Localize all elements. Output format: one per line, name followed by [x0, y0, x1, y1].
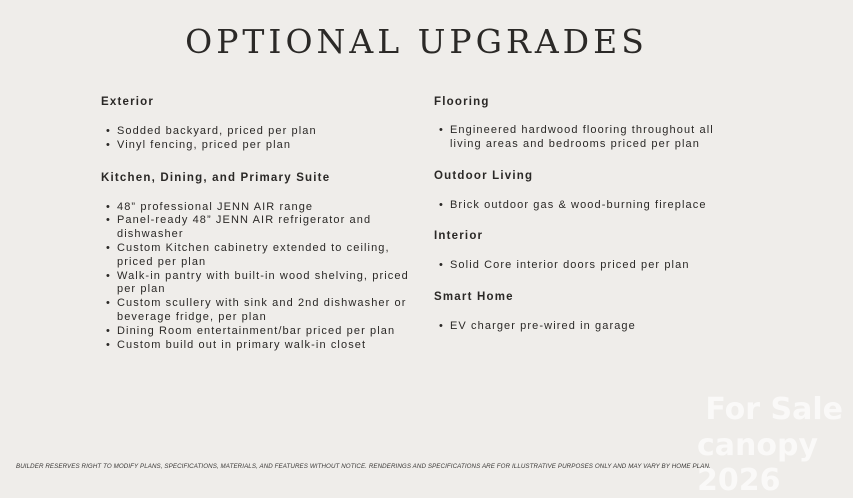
section-kitchen [101, 171, 421, 353]
bullet-list [101, 125, 421, 153]
section-heading: Kitchen, Dining, and Primary Suite [101, 171, 331, 184]
bullet-list [434, 124, 749, 152]
list-item: • Brick outdoor gas & wood-burning fireplace [434, 199, 764, 213]
list-item: • 48” professional JENN AIR range [101, 201, 413, 215]
watermark-line: For Sale [705, 392, 843, 427]
bullet-list [101, 201, 413, 353]
list-item: • Walk-in pantry with built-in wood shelving, priced per plan [101, 270, 413, 298]
section-exterior [101, 95, 421, 153]
list-item: • Custom build out in primary walk-in closet [101, 339, 413, 353]
bullet-list [434, 259, 764, 273]
right-column [434, 95, 764, 334]
list-item: • Custom scullery with sink and 2nd dishwasher or beverage fridge, per plan [101, 297, 413, 325]
watermark [697, 392, 847, 498]
section-flooring [434, 95, 764, 152]
list-item: • Solid Core interior doors priced per plan [434, 259, 764, 273]
list-item: • Vinyl fencing, priced per plan [101, 139, 421, 153]
section-heading: Smart Home [434, 291, 514, 304]
list-item: • Engineered hardwood flooring throughout all living areas and bedrooms priced per plan [434, 124, 749, 152]
watermark-line: canopy 2026 [697, 428, 819, 498]
section-heading: Flooring [434, 96, 490, 108]
disclaimer-footer: BUILDER RESERVES RIGHT TO MODIFY PLANS, SPECIFICATIONS, MATERIALS, AND FEATURES WITHOUT NOTICE. RENDERINGS AND SPECIFICATIONS ARE FOR ILLUSTRATIVE PURPOSES ONLY AND MAY VARY BY HOME PLAN. [16, 463, 711, 470]
bullet-list [434, 320, 764, 334]
section-heading: Outdoor Living [434, 169, 534, 182]
page-title: OPTIONAL UPGRADES [185, 22, 648, 61]
list-item: • EV charger pre-wired in garage [434, 320, 764, 334]
section-heading: Interior [434, 230, 484, 243]
left-column [101, 95, 421, 352]
section-interior [434, 229, 764, 273]
list-item: • Dining Room entertainment/bar priced per plan [101, 325, 413, 339]
section-outdoor-living [434, 169, 764, 213]
bullet-list [434, 199, 764, 213]
list-item: • Panel-ready 48” JENN AIR refrigerator and dishwasher [101, 214, 413, 242]
section-smart-home [434, 290, 764, 334]
section-heading: Exterior [101, 96, 155, 108]
list-item: • Sodded backyard, priced per plan [101, 125, 421, 139]
list-item: • Custom Kitchen cabinetry extended to ceiling, priced per plan [101, 242, 413, 270]
